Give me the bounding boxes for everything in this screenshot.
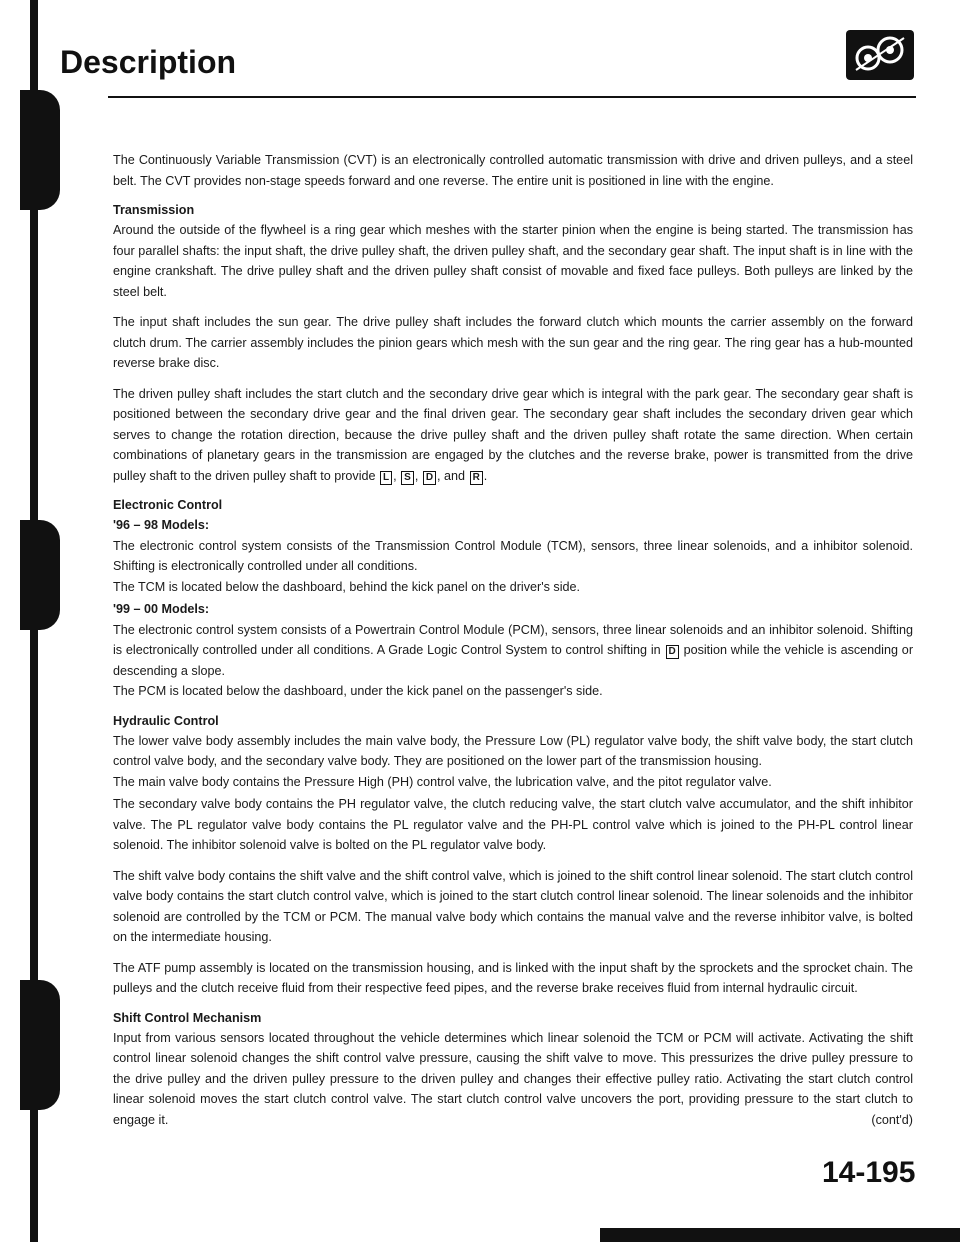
period: . — [483, 468, 488, 483]
hydraulic-paragraph: The shift valve body contains the shift valve and the shift control valve, which is joined to the shift control linear solenoid. The start clutch control valve body contains the start clutch control valve, which is joined to the start clutch control linear solenoid. The linear solenoids and the inhibitor solenoid are controlled by the TCM or PCM. The manual valve body which contains the manual valve and the reverse inhibitor valve, is bolted on the intermediate housing. — [113, 868, 913, 944]
electronic-paragraph — [113, 620, 913, 682]
electronic-paragraph: The electronic control system consists of the Transmission Control Module (TCM), sensors, three linear solenoids, and a inhibitor solenoid. Shifting is electronically controlled under all conditions. — [113, 538, 913, 573]
transmission-gear-icon — [846, 30, 914, 80]
electronic-paragraph: The PCM is located below the dashboard, under the kick panel on the passenger's side. — [113, 684, 603, 698]
header-rule — [108, 96, 916, 98]
hydraulic-paragraph: The secondary valve body contains the PH regulator valve, the clutch reducing valve, the start clutch valve accumulator, and the shift inhibitor valve. The PL regulator valve body contains the PL regulator valve and the PH-PL control valve which is joined to the PH-PL control linear solenoid. The inhibitor solenoid valve is bolted on the PL regulator valve body. — [113, 797, 913, 852]
position-r-badge: R — [470, 471, 483, 485]
continued-label: (cont'd) — [871, 1112, 913, 1127]
footer-bar — [600, 1228, 960, 1242]
binding-tab — [20, 980, 60, 1110]
position-d-badge: D — [666, 645, 679, 659]
hydraulic-paragraph: The ATF pump assembly is located on the transmission housing, and is linked with the input shaft by the sprockets and the sprocket chain. The pulleys and the clutch receive fluid from their respective feed pipes, and the reverse brake receives fluid from internal hydraulic circuit. — [113, 960, 913, 995]
description-body — [113, 150, 913, 1140]
position-d-badge: D — [423, 471, 436, 485]
page-number: 14-195 — [822, 1156, 916, 1189]
hydraulic-paragraph: The lower valve body assembly includes the main valve body, the Pressure Low (PL) regulator valve body, the shift valve body, the start clutch control valve body, and the secondary valve body. They are positioned on the lower part of the transmission housing. — [113, 733, 913, 768]
transmission-paragraph-positions: The driven pulley shaft includes the start clutch and the secondary drive gear which is integral with the park gear. The secondary gear shaft is positioned between the secondary drive gear and the final driven gear. The secondary gear shaft includes the secondary driven gear which serves to change the rotation direction, because the drive pulley shaft and the driven pulley shaft rotate the same direction. When certain combinations of planetary gears in the transmission are engaged by the clutches and the reverse brake, power is transmitted from the drive pulley shaft to the driven pulley shaft to provide L , S , D , and R . — [113, 386, 913, 483]
transmission-heading: Transmission — [113, 203, 195, 217]
transmission-paragraph: The input shaft includes the sun gear. The drive pulley shaft includes the forward clutch which mounts the carrier assembly on the forward clutch drum. The carrier assembly includes the pinion gears which mesh with the sun gear and the ring gear. The ring gear has a hub-mounted reverse brake disc. — [113, 315, 913, 370]
transmission-text: The driven pulley shaft includes the start clutch and the secondary drive gear which is integral with the park gear. The secondary gear shaft is positioned between the secondary drive gear and the final driven gear. The secondary gear shaft includes the secondary driven gear which serves to change the rotation direction, because the drive pulley shaft and the driven pulley shaft rotate the same direction. When certain combinations of planetary gears in the transmission are engaged by the clutches and the reverse brake, power is transmitted from the drive pulley shaft to the driven pulley shaft to provide — [113, 386, 913, 483]
and-word: and — [444, 468, 466, 483]
position-l-badge: L — [380, 471, 392, 485]
electronic-paragraph: The TCM is located below the dashboard, behind the kick panel on the driver's side. — [113, 579, 581, 594]
position-s-badge: S — [401, 471, 414, 485]
intro-paragraph: The Continuously Variable Transmission (CVT) is an electronically controlled automatic transmission with drive and driven pulleys, and a steel belt. The CVT provides non-stage speeds forward and one reverse. The entire unit is positioned in line with the engine. — [113, 153, 913, 188]
binding-tab — [20, 90, 60, 210]
binding-tab — [20, 520, 60, 630]
transmission-paragraph: Around the outside of the flywheel is a ring gear which meshes with the starter pinion when the engine is being started. The transmission has four parallel shafts: the input shaft, the drive pulley shaft, the driven pulley shaft, and the secondary gear shaft. The input shaft is in line with the engine crankshaft. The drive pulley shaft and the driven pulley shaft consist of movable and fixed face pulleys. Both pulleys are linked by the steel belt. — [113, 223, 913, 299]
hydraulic-paragraph: The main valve body contains the Pressure High (PH) control valve, the lubrication valve, and the pitot regulator valve. — [113, 774, 772, 789]
electronic-text: position while the vehicle is ascending or descending a slope. — [113, 643, 914, 678]
shift-text: Input from various sensors located throughout the vehicle determines which linear solenoid the TCM or PCM will activate. Activating the shift control linear solenoid changes the shift control valve pressure, causing the shift valve to move. This pressurizes the drive pulley pressure to the drive pulley and the driven pulley pressure to the driven pulley and changes their effective pulley ratio. Activating the start clutch control linear solenoid moves the start clutch control valve. The start clutch control valve uncovers the port, providing pressure to the start clutch to engage it. — [113, 1030, 913, 1127]
page-title: Description — [60, 44, 237, 80]
hydraulic-heading: Hydraulic Control — [113, 713, 219, 728]
electronic-heading: Electronic Control — [113, 498, 223, 512]
models-96-98-label: '96 – 98 Models: — [113, 518, 210, 532]
shift-heading: Shift Control Mechanism — [113, 1010, 262, 1025]
electronic-text: The electronic control system consists of a Powertrain Control Module (PCM), sensors, three linear solenoids and an inhibitor solenoid. Shifting is electronically controlled under all conditions. A Grade Logic Control System to control shifting in — [113, 622, 913, 657]
models-99-00-label: '99 – 00 Models: — [113, 602, 210, 616]
shift-paragraph — [113, 1028, 913, 1131]
